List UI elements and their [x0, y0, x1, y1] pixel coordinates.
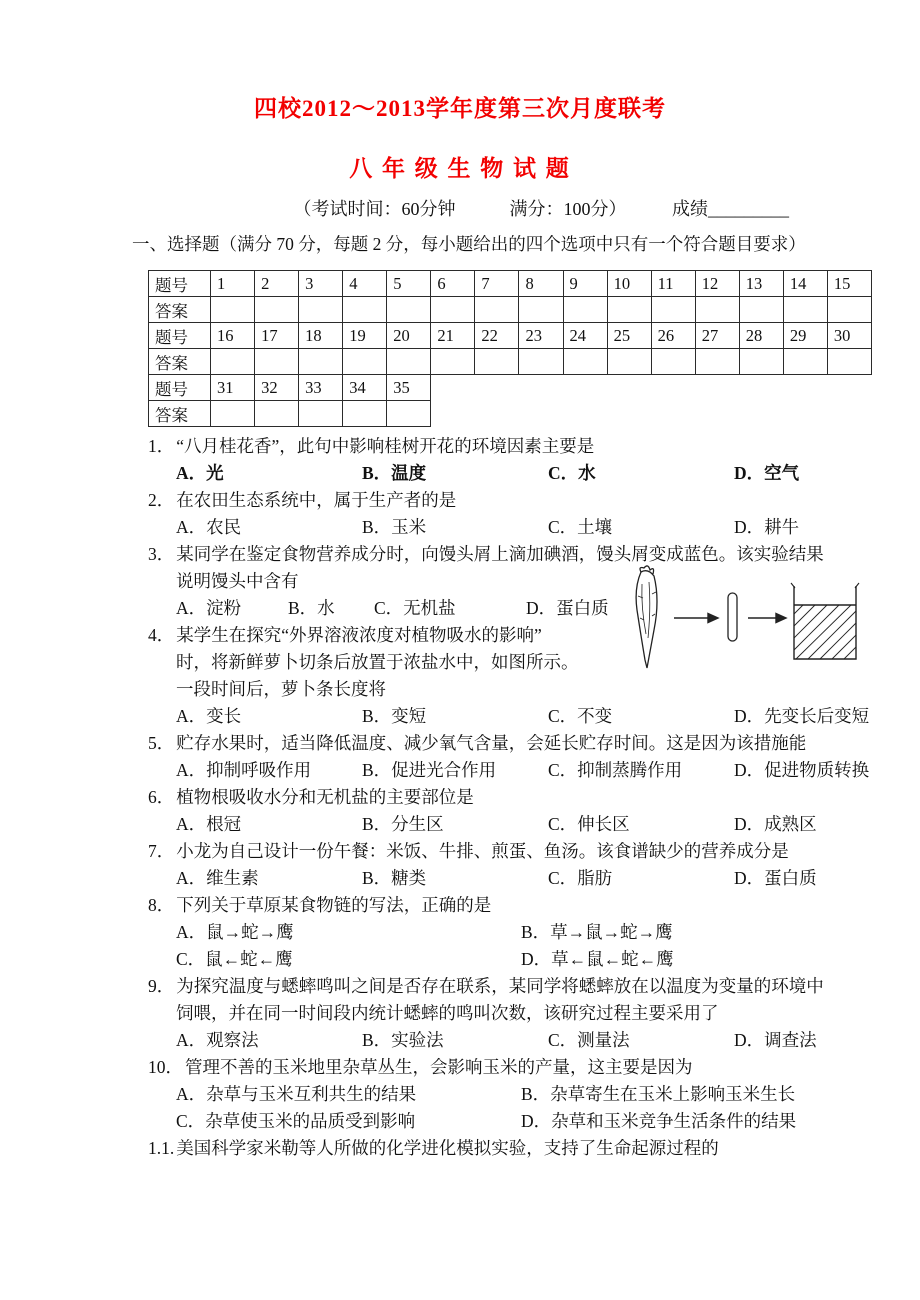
answer-cell [255, 349, 299, 375]
answer-cell [607, 297, 651, 323]
answer-cell [387, 401, 431, 427]
answer-option: C．测量法 [548, 1030, 630, 1050]
answer-cell [475, 297, 519, 323]
answer-cell [299, 297, 343, 323]
option-row [148, 460, 870, 487]
answer-cell [299, 401, 343, 427]
answer-cell [343, 401, 387, 427]
answer-cell [255, 297, 299, 323]
question-number-cell: 31 [211, 375, 255, 401]
exam-subtitle: 八 年 级 生 物 试 题 [349, 156, 571, 181]
question-stem-line: 一段时间后，萝卜条长度将 [176, 679, 386, 699]
question-stem-line: 6． 植物根吸收水分和无机盐的主要部位是 [148, 787, 474, 807]
question-number: 1.1. [148, 1138, 175, 1158]
question-number-cell: 32 [255, 375, 299, 401]
question-number-cell: 10 [607, 271, 651, 297]
answer-cell [563, 297, 607, 323]
answer-cell [255, 401, 299, 427]
question-number-cell: 11 [651, 271, 695, 297]
answer-cell [827, 297, 871, 323]
row-label: 答案 [149, 349, 211, 375]
question-number-cell: 23 [519, 323, 563, 349]
question-number: 7． [148, 841, 175, 861]
answer-table-row [149, 401, 431, 427]
question-number-cell: 15 [827, 271, 871, 297]
answer-option: B．杂草寄生在玉米上影响玉米生长 [521, 1084, 796, 1104]
question-number-cell: 17 [255, 323, 299, 349]
question-stem-line: 1． “八月桂花香”，此句中影响桂树开花的环境因素主要是 [148, 436, 595, 456]
option-row [148, 757, 870, 784]
answer-option: A．光 [176, 463, 224, 483]
answer-cell [299, 349, 343, 375]
answer-cell [651, 349, 695, 375]
answer-option: A．根冠 [176, 814, 242, 834]
question-stem-line: 4． 某学生在探究“外界溶液浓度对植物吸水的影响” [148, 625, 542, 645]
answer-option: D．成熟区 [734, 814, 817, 834]
section-title: 一、选择题（满分 70 分，每题 2 分，每小题给出的四个选项中只有一个符合题目要求） [132, 234, 806, 254]
question-number-cell: 29 [783, 323, 827, 349]
answer-option: B．分生区 [362, 814, 444, 834]
question-number-cell: 9 [563, 271, 607, 297]
question-number: 4． [148, 625, 175, 645]
arrow-right-icon [748, 614, 786, 623]
question-number: 8． [148, 895, 175, 915]
answer-cell [519, 349, 563, 375]
question-number-cell: 6 [431, 271, 475, 297]
exam-body [0, 231, 920, 1162]
score-blank: 成绩_________ [672, 199, 789, 219]
row-label: 题号 [149, 271, 211, 297]
option-row [148, 1081, 870, 1135]
answer-option: D．杂草和玉米竞争生活条件的结果 [521, 1111, 797, 1131]
question-number-cell: 20 [387, 323, 431, 349]
question-stem-line: 7． 小龙为自己设计一份午餐：米饭、牛排、煎蛋、鱼汤。该食谱缺少的营养成分是 [148, 841, 789, 861]
answer-cell [431, 297, 475, 323]
question-stem-line: 5． 贮存水果时，适当降低温度、减少氧气含量，会延长贮存时间。这是因为该措施能 [148, 733, 807, 753]
question-8 [148, 892, 870, 973]
question-number: 2． [148, 490, 175, 510]
row-label: 答案 [149, 297, 211, 323]
radish-strip [728, 593, 737, 641]
question-number: 1． [148, 436, 175, 456]
answer-option: C．不变 [548, 706, 613, 726]
question-number-cell: 16 [211, 323, 255, 349]
question-number-cell: 22 [475, 323, 519, 349]
answer-option: C．抑制蒸腾作用 [548, 760, 683, 780]
question-number-cell: 21 [431, 323, 475, 349]
option-row [148, 865, 870, 892]
question-number-cell: 24 [563, 323, 607, 349]
answer-cell [343, 297, 387, 323]
question-9 [148, 973, 870, 1054]
option-row [148, 703, 870, 730]
question-number-cell: 30 [827, 323, 871, 349]
answer-option: A．农民 [176, 517, 242, 537]
answer-cell [783, 349, 827, 375]
exam-title: 四校2012～2013学年度第三次月度联考 [254, 96, 666, 121]
question-list [148, 433, 870, 1162]
question-number-cell: 7 [475, 271, 519, 297]
answer-cell [695, 349, 739, 375]
question-5 [148, 730, 870, 784]
answer-table-row [149, 323, 872, 349]
question-number-cell: 25 [607, 323, 651, 349]
answer-cell [387, 297, 431, 323]
question-number: 10． [148, 1057, 183, 1077]
answer-cell [739, 297, 783, 323]
question-number-cell: 13 [739, 271, 783, 297]
question-number: 3． [148, 544, 175, 564]
question-stem-line: 说明馒头中含有 [176, 571, 299, 591]
question-number-cell: 34 [343, 375, 387, 401]
answer-option: A．杂草与玉米互利共生的结果 [176, 1084, 417, 1104]
answer-option: A．维生素 [176, 868, 259, 888]
answer-cell [343, 349, 387, 375]
option-row [148, 514, 870, 541]
answer-table-main [148, 270, 872, 375]
question-number-cell: 33 [299, 375, 343, 401]
answer-cell [563, 349, 607, 375]
question-number-cell: 28 [739, 323, 783, 349]
answer-option: D．草←鼠←蛇←鹰 [521, 949, 674, 969]
answer-cell [211, 297, 255, 323]
answer-option: C．脂肪 [548, 868, 613, 888]
answer-option: D．调查法 [734, 1030, 817, 1050]
question-11 [148, 1135, 870, 1162]
answer-option: A．淀粉 [176, 598, 242, 618]
row-label: 题号 [149, 375, 211, 401]
beaker-icon [791, 583, 859, 659]
answer-table-row [149, 375, 431, 401]
question-stem-line: 9． 为探究温度与蟋蟀鸣叫之间是否存在联系，某同学将蟋蟀放在以温度为变量的环境中 [148, 976, 824, 996]
exam-meta-line [0, 196, 920, 223]
option-row [148, 811, 870, 838]
answer-table-row [149, 297, 872, 323]
answer-cell [431, 349, 475, 375]
question-stem-line: 3． 某同学在鉴定食物营养成分时，向馒头屑上滴加碘酒，馒头屑变成蓝色。该实验结果 [148, 544, 824, 564]
question-number-cell: 1 [211, 271, 255, 297]
radish-illustration [636, 566, 657, 668]
answer-cell [827, 349, 871, 375]
question-number-cell: 5 [387, 271, 431, 297]
question-stem-line: 饲喂，并在同一时间段内统计蟋蟀的鸣叫次数，该研究过程主要采用了 [176, 1003, 719, 1023]
answer-table-row [149, 349, 872, 375]
answer-cell [211, 349, 255, 375]
answer-option: B．促进光合作用 [362, 760, 497, 780]
question-number-cell: 12 [695, 271, 739, 297]
answer-table-row [149, 271, 872, 297]
answer-cell [739, 349, 783, 375]
question-6 [148, 784, 870, 838]
answer-table-small [148, 374, 431, 427]
answer-cell [651, 297, 695, 323]
question-number: 5． [148, 733, 175, 753]
question-stem-line: 2． 在农田生态系统中，属于生产者的是 [148, 490, 457, 510]
question-number: 6． [148, 787, 175, 807]
question-stem-line: 8． 下列关于草原某食物链的写法，正确的是 [148, 895, 492, 915]
answer-option: B．温度 [362, 463, 427, 483]
question-10 [148, 1054, 870, 1135]
question-number-cell: 27 [695, 323, 739, 349]
arrow-right-icon [674, 614, 718, 623]
answer-option: B．变短 [362, 706, 427, 726]
answer-option: C．伸长区 [548, 814, 630, 834]
answer-cell [387, 349, 431, 375]
answer-option: D．空气 [734, 463, 800, 483]
answer-option: B．草→鼠→蛇→鹰 [521, 922, 673, 942]
answer-option: C．杂草使玉米的品质受到影响 [176, 1111, 416, 1131]
answer-cell [607, 349, 651, 375]
question-number-cell: 35 [387, 375, 431, 401]
answer-option: D．先变长后变短 [734, 706, 870, 726]
answer-cell [519, 297, 563, 323]
answer-cell [211, 401, 255, 427]
answer-option: D．蛋白质 [526, 598, 609, 618]
answer-option: A．观察法 [176, 1030, 259, 1050]
question-number-cell: 14 [783, 271, 827, 297]
question-stem-line: 时，将新鲜萝卜切条后放置于浓盐水中，如图所示。 [176, 652, 579, 672]
answer-option: A．鼠→蛇→鹰 [176, 922, 294, 942]
question-number-cell: 3 [299, 271, 343, 297]
question-number-cell: 18 [299, 323, 343, 349]
row-label: 题号 [149, 323, 211, 349]
question-number-cell: 26 [651, 323, 695, 349]
answer-option: C．鼠←蛇←鹰 [176, 949, 293, 969]
answer-option: C．无机盐 [374, 598, 456, 618]
question-number-cell: 19 [343, 323, 387, 349]
answer-cell [783, 297, 827, 323]
answer-cell [475, 349, 519, 375]
question-number-cell: 2 [255, 271, 299, 297]
answer-option: A．变长 [176, 706, 242, 726]
question-number-cell: 8 [519, 271, 563, 297]
answer-option: A．抑制呼吸作用 [176, 760, 312, 780]
question-stem-line: 10． 管理不善的玉米地里杂草丛生，会影响玉米的产量，这主要是因为 [148, 1057, 693, 1077]
answer-option: C．土壤 [548, 517, 613, 537]
answer-option: D．蛋白质 [734, 868, 817, 888]
question-stem-line: 1.1. 美国科学家米勒等人所做的化学进化模拟实验，支持了生命起源过程的 [148, 1138, 719, 1158]
answer-cell [695, 297, 739, 323]
question-7 [148, 838, 870, 892]
answer-option: C．水 [548, 463, 596, 483]
question-4 [148, 622, 870, 730]
answer-option: B．实验法 [362, 1030, 444, 1050]
answer-option: B．玉米 [362, 517, 427, 537]
exam-info: （考试时间：60分钟 满分：100分） [293, 199, 627, 219]
option-row [148, 919, 870, 973]
option-row [148, 1027, 870, 1054]
question-number: 9． [148, 976, 175, 996]
answer-option: D．耕牛 [734, 517, 800, 537]
answer-option: B．糖类 [362, 868, 427, 888]
answer-option: B．水 [288, 598, 335, 618]
row-label: 答案 [149, 401, 211, 427]
answer-option: D．促进物质转换 [734, 760, 870, 780]
question-1 [148, 433, 870, 487]
question-2 [148, 487, 870, 541]
question-number-cell: 4 [343, 271, 387, 297]
question4-figure [608, 562, 866, 676]
